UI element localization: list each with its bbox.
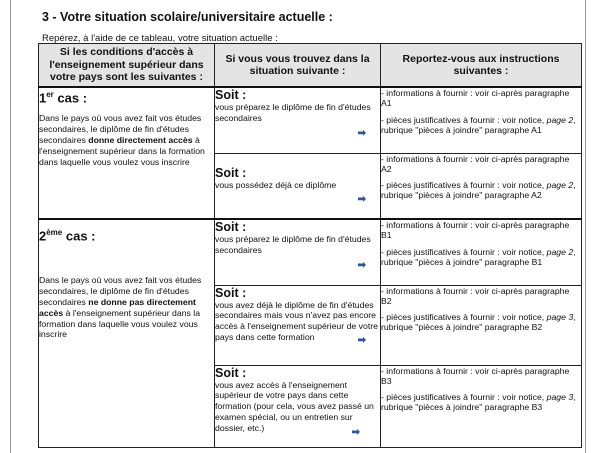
case-1-cell [39, 87, 215, 219]
situation-table [38, 43, 582, 448]
info-text: - informations à fournir : voir ci-après paragraphe B1 [381, 220, 570, 241]
case-2-description: Dans le pays où vous avez fait vos études secondaires, le diplôme de fin d'études secondaires ne donne pas directement accès à l'enseignement supérieur dans la formation dans laquelle vous voulez vous inscrire [39, 275, 202, 340]
section-instruction: Repérez, à l'aide de ce tableau, votre situation actuelle : [42, 33, 278, 44]
case-2-cell [39, 219, 215, 447]
header-instructions: Reportez-vous aux instructions suivantes : [381, 44, 582, 88]
right-arrow-icon: ➡ [357, 334, 366, 346]
situation-2c [215, 365, 381, 447]
right-arrow-icon: ➡ [351, 427, 360, 439]
situation-1b [215, 153, 381, 219]
info-text: - informations à fournir : voir ci-après paragraphe A2 [381, 153, 570, 174]
situation-text: vous préparez le diplôme de fin d'études secondaires [215, 234, 371, 255]
case-1-title: 1er cas : [39, 90, 88, 106]
instructions-a1 [381, 87, 582, 153]
pieces-text: - pièces justificatives à fournir : voir notice, page 3, rubrique "pièces à joindre" paragraphe B3 [381, 392, 576, 413]
situation-text: vous préparez le diplôme de fin d'études secondaires [215, 102, 371, 123]
pieces-text: - pièces justificatives à fournir : voir notice, page 3, rubrique "pièces à joindre" paragraphe B2 [381, 312, 576, 333]
soit-label: Soit : [215, 220, 247, 234]
situation-text: vous avez accès à l'enseignement supérieur de votre pays dans cette formation (pour cela, vous avez passé un examen spécial, ou un entretien sur dossier, etc.) [215, 379, 374, 433]
soit-label: Soit : [215, 165, 247, 180]
soit-label: Soit : [215, 285, 247, 300]
header-situation: Si vous vous trouvez dans la situation suivante : [215, 44, 381, 88]
right-arrow-icon: ➡ [357, 259, 366, 271]
instructions-b2 [381, 285, 582, 365]
info-text: - informations à fournir : voir ci-après paragraphe B3 [381, 365, 570, 386]
page-left-border [10, 0, 11, 453]
table-header-row [39, 44, 582, 88]
instructions-a2 [381, 153, 582, 219]
table-row [39, 87, 582, 153]
situation-1a [215, 87, 381, 153]
right-arrow-icon: ➡ [357, 194, 366, 206]
page-right-border [585, 0, 586, 453]
soit-label: Soit : [215, 88, 247, 102]
header-conditions: Si les conditions d'accès à l'enseignement supérieur dans votre pays sont les suivantes : [39, 44, 215, 88]
instructions-b1 [381, 219, 582, 285]
info-text: - informations à fournir : voir ci-après paragraphe B2 [381, 285, 570, 306]
pieces-text: - pièces justificatives à fournir : voir notice, page 2, rubrique "pièces à joindre" paragraphe B1 [381, 246, 576, 267]
pieces-text: - pièces justificatives à fournir : voir notice, page 2, rubrique "pièces à joindre" paragraphe A1 [381, 114, 576, 135]
case-2-title: 2ème cas : [39, 228, 96, 244]
case-1-description: Dans le pays où vous avez fait vos études secondaires, le diplôme de fin d'études secondaires donne directement accès à l'enseignement supérieur dans la formation dans laquelle vous voulez vous inscrire [39, 113, 205, 167]
situation-text: vous avez déjà le diplôme de fin d'études secondaires mais vous n'avez pas encore accès à l'enseignement supérieur de votre pays dans cette formation [215, 299, 378, 342]
instructions-b3 [381, 365, 582, 447]
pieces-text: - pièces justificatives à fournir : voir notice, page 2, rubrique "pièces à joindre" paragraphe A2 [381, 180, 576, 201]
soit-label: Soit : [215, 365, 247, 380]
right-arrow-icon: ➡ [357, 127, 366, 139]
section-title: 3 - Votre situation scolaire/universitaire actuelle : [42, 10, 333, 24]
situation-2b [215, 285, 381, 365]
situation-2a [215, 219, 381, 285]
info-text: - informations à fournir : voir ci-après paragraphe A1 [381, 88, 570, 109]
table-row [39, 219, 582, 285]
situation-text: vous possédez déjà ce diplôme [215, 179, 337, 190]
